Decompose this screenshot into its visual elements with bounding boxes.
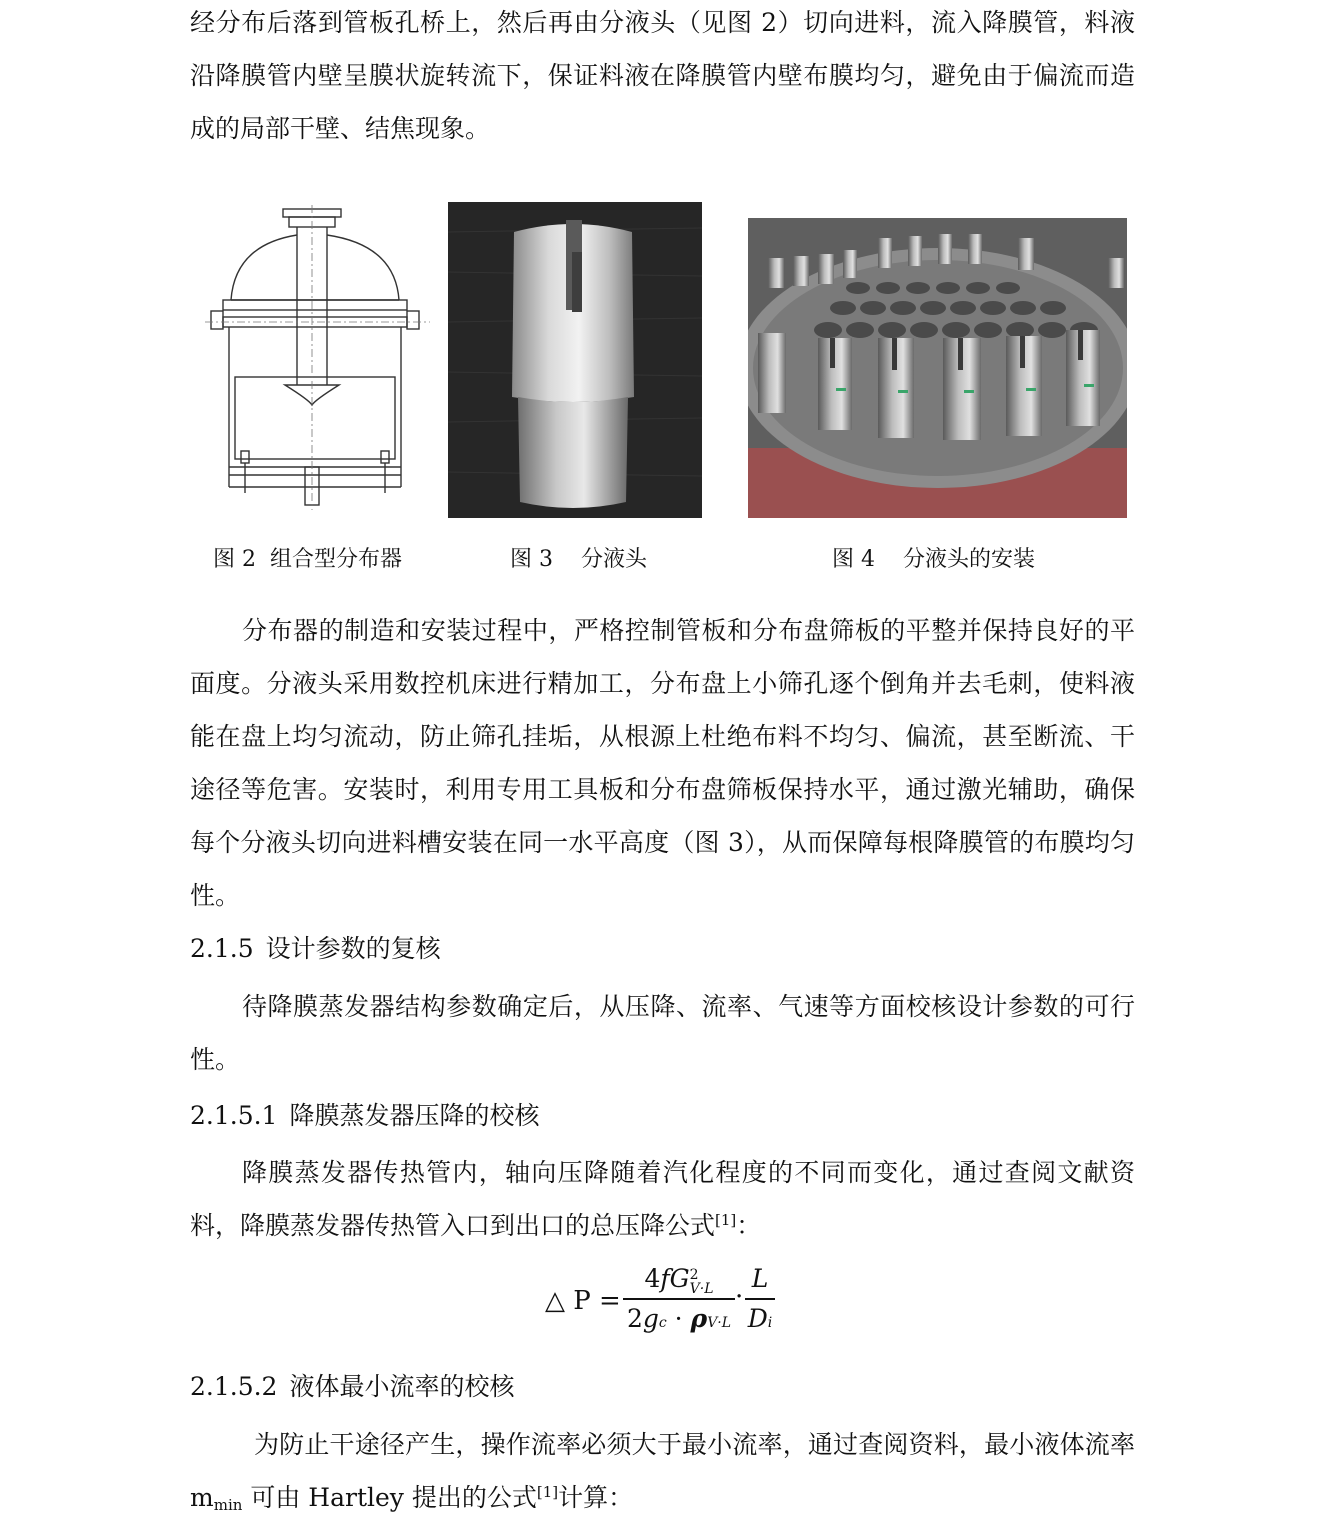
section-number: 2.1.5.2 <box>190 1372 278 1401</box>
installation-photo-svg <box>748 218 1127 518</box>
section-number: 2.1.5 <box>190 934 254 963</box>
formula-numerator: 4fG 2 V·L <box>644 1264 714 1297</box>
formula-fraction-bar <box>745 1298 775 1300</box>
formula-length-numerator: L <box>751 1264 769 1293</box>
formula-denominator: 2gc · ρV·L <box>626 1304 732 1333</box>
section-heading-2-1-5 <box>190 929 441 969</box>
formula-lhs: △ P = <box>545 1286 621 1316</box>
citation-ref: [1] <box>536 1483 559 1501</box>
pressure-drop-colon: ： <box>736 1211 762 1240</box>
section-number: 2.1.5.1 <box>190 1101 278 1130</box>
figure-2-caption: 图 2 组合型分布器 <box>213 547 402 572</box>
intro-paragraph: 经分布后落到管板孔桥上，然后再由分液头（见图 2）切向进料，流入降膜管，料液沿降膜管内壁呈膜状旋转流下，保证料液在降膜管内壁布膜均匀，避免由于偏流而造成的局部干壁、结焦现象。 <box>190 8 1135 143</box>
manufacture-paragraph: 分布器的制造和安装过程中，严格控制管板和分布盘筛板的平整并保持良好的平面度。分液头采用数控机床进行精加工，分布盘上小筛孔逐个倒角并去毛刺，使料液能在盘上均匀流动，防止筛孔挂垢，从根源上杜绝布料不均匀、偏流，甚至断流、干途径等危害。安装时，利用专用工具板和分布盘筛板保持水平，通过激光辅助，确保每个分液头切向进料槽安装在同一水平高度（图 3），从而保障每根降膜管的布膜均匀性。 <box>190 616 1135 910</box>
section-heading-2-1-5-2 <box>190 1367 514 1407</box>
figure-4-caption: 图 4 分液头的安装 <box>832 547 1035 572</box>
formula-fraction-bar <box>623 1298 735 1300</box>
citation-ref: [1] <box>715 1211 737 1229</box>
section-title: 液体最小流率的校核 <box>289 1372 515 1401</box>
figure-3-caption: 图 3 分液头 <box>510 547 647 572</box>
min-flow-paragraph <box>190 1418 1135 1524</box>
min-subscript: min <box>213 1496 243 1514</box>
min-flow-text: 为防止干途径产生，操作流率必须大于最小流率，通过查阅资料，最小液体流率 m <box>190 1430 1135 1512</box>
distributor-head-photo-svg <box>448 202 702 518</box>
section-2-1-5-paragraph: 待降膜蒸发器结构参数确定后，从压降、流率、气速等方面校核设计参数的可行性。 <box>190 992 1135 1074</box>
section-heading-2-1-5-1 <box>190 1096 539 1136</box>
formula-length-denominator: Di <box>747 1304 773 1333</box>
min-flow-text-mid: 可由 Hartley 提出的公式 <box>242 1483 537 1512</box>
section-title: 设计参数的复核 <box>265 934 441 963</box>
min-flow-text-end: 计算： <box>558 1483 634 1512</box>
formula-main-fraction <box>623 1262 735 1340</box>
figure-distributor-head-photo <box>448 202 702 518</box>
formula-multiply-dot: · <box>735 1282 744 1312</box>
pressure-drop-text: 降膜蒸发器传热管内，轴向压降随着汽化程度的不同而变化，通过查阅文献资料，降膜蒸发器传热管入口到出口的总压降公式 <box>190 1158 1135 1240</box>
section-title: 降膜蒸发器压降的校核 <box>289 1101 540 1130</box>
pressure-drop-formula <box>545 1262 785 1342</box>
figure-installation-photo <box>748 218 1127 518</box>
pressure-drop-paragraph <box>190 1146 1135 1252</box>
distributor-drawing-svg <box>205 205 430 510</box>
figure-distributor-drawing <box>205 205 430 510</box>
formula-length-fraction <box>745 1262 775 1340</box>
